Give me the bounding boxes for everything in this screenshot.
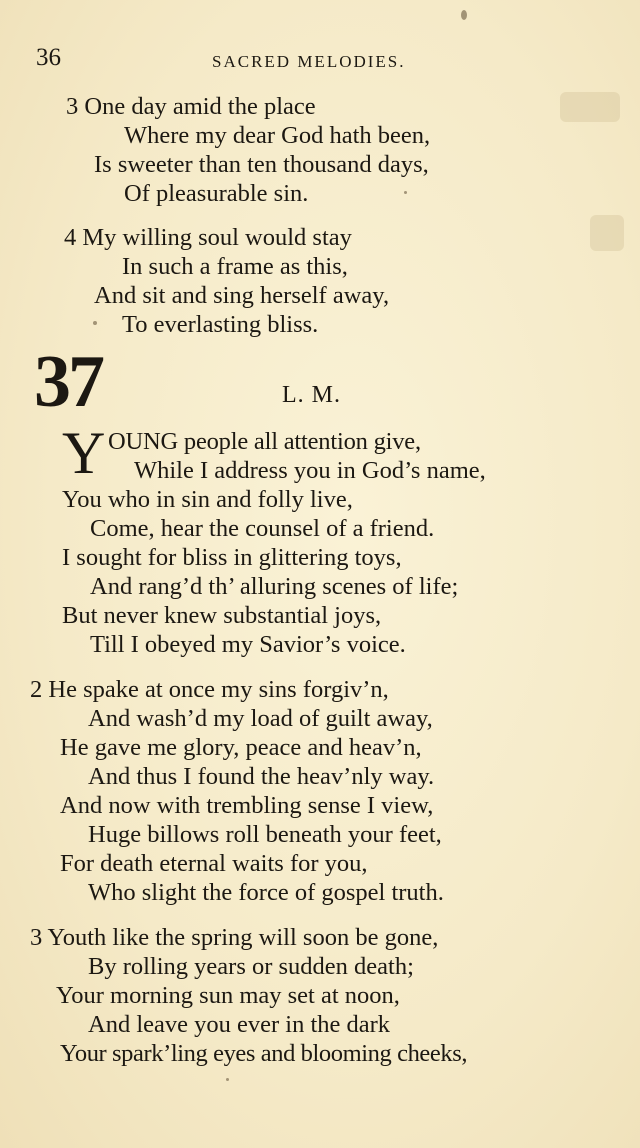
verse-line: In such a frame as this, xyxy=(122,253,348,280)
page-number: 36 xyxy=(36,44,61,71)
verse-line: Huge billows roll beneath your feet, xyxy=(88,821,442,848)
hymn-number: 37 xyxy=(34,341,102,423)
verse-line: Till I obeyed my Savior’s voice. xyxy=(90,631,406,658)
verse-line: For death eternal waits for you, xyxy=(60,850,368,877)
verse-line: I sought for bliss in glittering toys, xyxy=(62,544,402,571)
verse-line: While I address you in God’s name, xyxy=(134,457,486,484)
running-title: SACRED MELODIES. xyxy=(212,52,406,71)
verse-line: And thus I found the heav’nly way. xyxy=(88,763,435,790)
verse-line: 3 One day amid the place xyxy=(66,93,316,120)
verse-line: Who slight the force of gospel truth. xyxy=(88,879,444,906)
verse-line: But never knew substantial joys, xyxy=(62,602,382,629)
verse-line: 3 Youth like the spring will soon be gone, xyxy=(30,924,439,951)
show-through-blot xyxy=(590,215,624,251)
ink-speck xyxy=(93,321,97,325)
verse-line: He gave me glory, peace and heav’n, xyxy=(60,734,422,761)
verse-line: Your morning sun may set at noon, xyxy=(56,982,400,1009)
ink-speck xyxy=(404,191,407,194)
verse-line: Is sweeter than ten thousand days, xyxy=(94,151,429,178)
verse-line: OUNG people all attention give, xyxy=(108,428,421,455)
verse-line: And leave you ever in the dark xyxy=(88,1011,391,1038)
verse-line: And rang’d th’ alluring scenes of life; xyxy=(90,573,459,600)
verse-line: By rolling years or sudden death; xyxy=(88,953,414,980)
verse-line: And now with trembling sense I view, xyxy=(60,792,434,819)
ink-speck xyxy=(461,10,467,20)
verse-line: 4 My willing soul would stay xyxy=(64,224,352,251)
hymn-meter: L. M. xyxy=(282,382,341,408)
verse-line: Your spark’ling eyes and blooming cheeks, xyxy=(60,1040,468,1067)
verse-line: Where my dear God hath been, xyxy=(124,122,431,149)
verse-line: Of pleasurable sin. xyxy=(124,180,309,207)
drop-cap: Y xyxy=(62,420,106,486)
ink-speck xyxy=(226,1078,229,1081)
verse-line: To everlasting bliss. xyxy=(122,311,319,338)
verse-line: Come, hear the counsel of a friend. xyxy=(90,515,435,542)
verse-line: You who in sin and folly live, xyxy=(62,486,353,513)
show-through-blot xyxy=(560,92,620,122)
verse-line: And sit and sing herself away, xyxy=(94,282,390,309)
verse-line: 2 He spake at once my sins forgiv’n, xyxy=(30,676,389,703)
verse-line: And wash’d my load of guilt away, xyxy=(88,705,433,732)
